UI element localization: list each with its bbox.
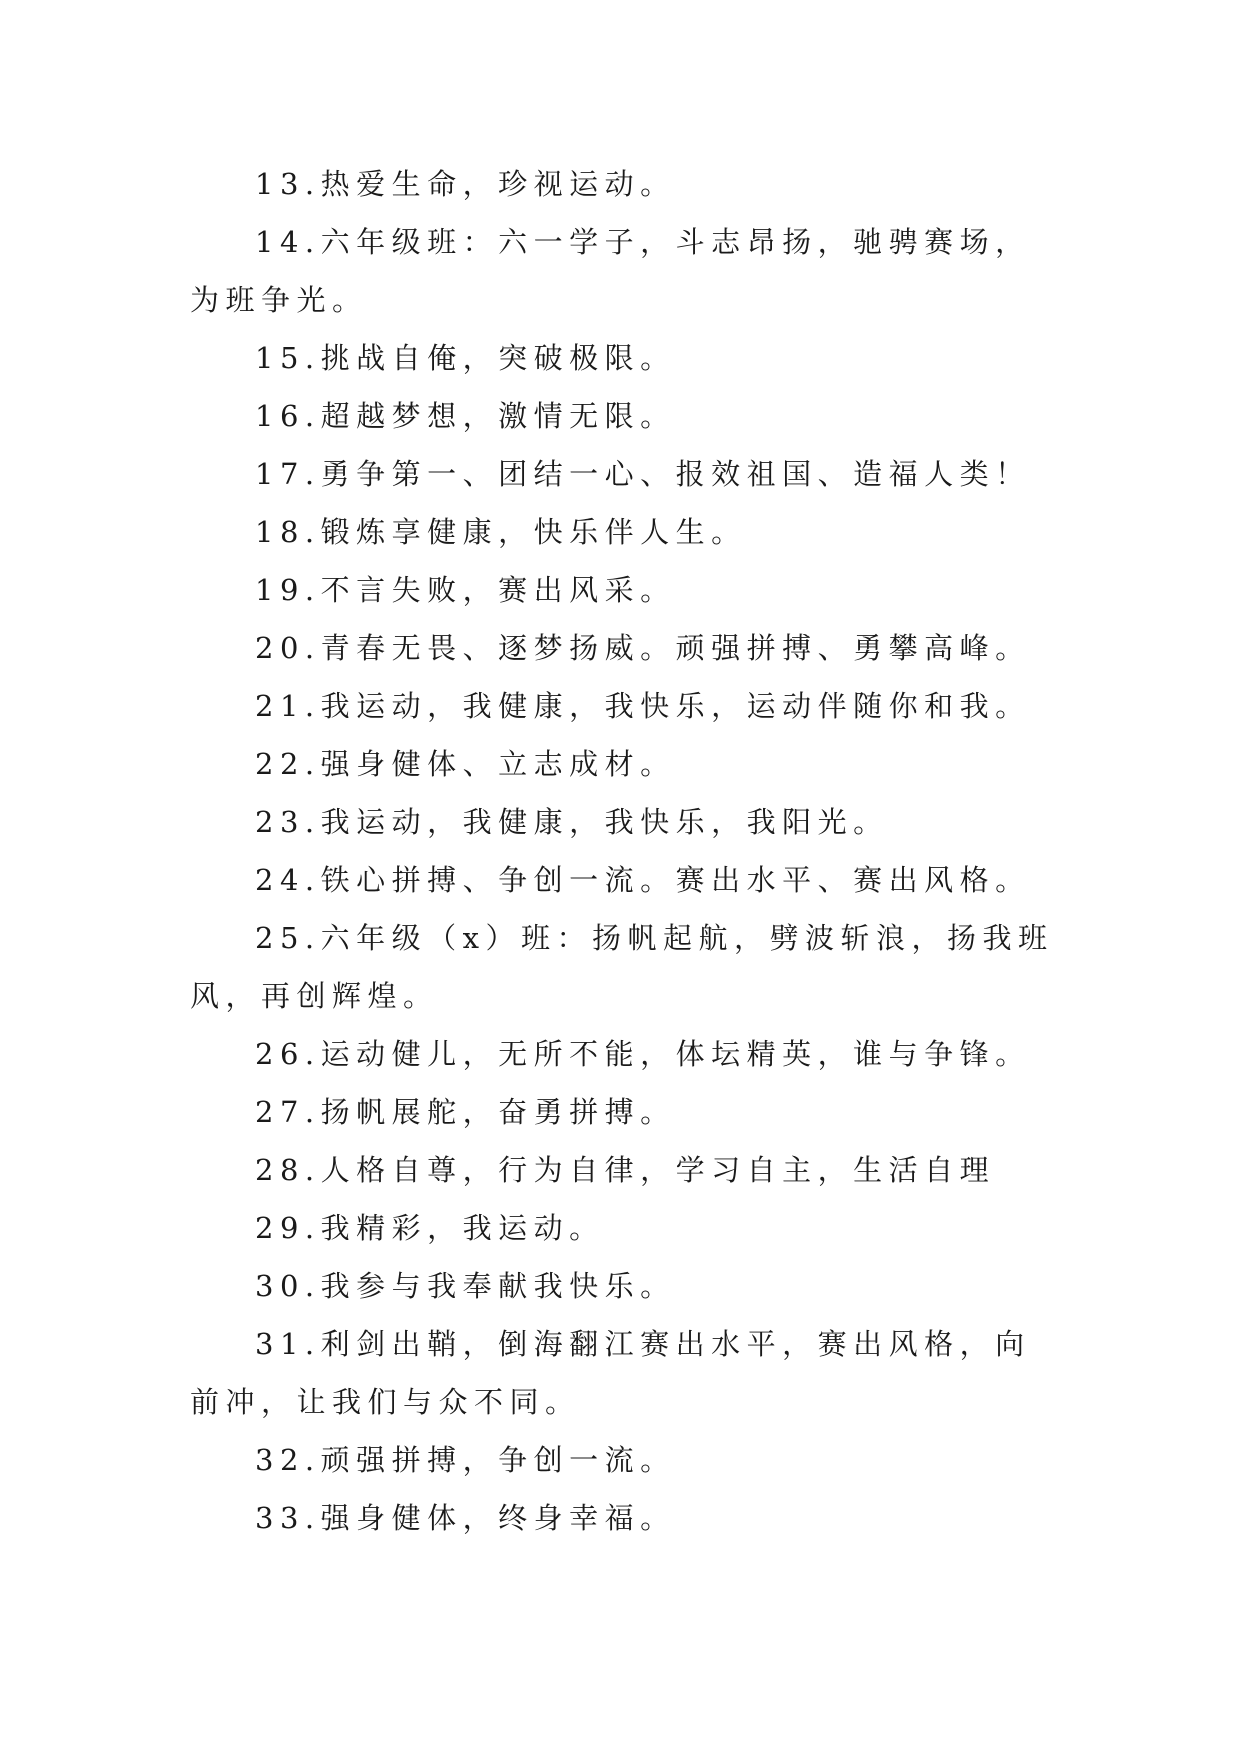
slogan-paragraph: 20.青春无畏、逐梦扬威。顽强拼搏、勇攀高峰。 xyxy=(255,631,1031,665)
slogan-paragraph: 22.强身健体、立志成材。 xyxy=(255,747,676,781)
slogan-paragraph: 27.扬帆展舵，奋勇拼搏。 xyxy=(255,1095,676,1129)
slogan-paragraph: 13.热爱生命，珍视运动。 xyxy=(255,167,676,201)
slogan-paragraph: 24.铁心拼搏、争创一流。赛出水平、赛出风格。 xyxy=(255,863,1031,897)
slogan-paragraph: 29.我精彩，我运动。 xyxy=(255,1211,605,1245)
slogan-paragraph: 15.挑战自俺，突破极限。 xyxy=(255,341,676,375)
document-body xyxy=(190,155,1060,1547)
slogan-paragraph: 31.利剑出鞘，倒海翻江赛出水平，赛出风格，向前冲，让我们与众不同。 xyxy=(190,1327,1031,1419)
slogan-paragraph: 26.运动健儿，无所不能，体坛精英，谁与争锋。 xyxy=(255,1037,1031,1071)
slogan-paragraph: 17.勇争第一、团结一心、报效祖国、造福人类！ xyxy=(255,457,1031,491)
slogan-paragraph: 14.六年级班：六一学子，斗志昂扬，驰骋赛场，为班争光。 xyxy=(190,225,1031,317)
slogan-paragraph: 19.不言失败，赛出风采。 xyxy=(255,573,676,607)
slogan-paragraph: 23.我运动，我健康，我快乐，我阳光。 xyxy=(255,805,889,839)
slogan-paragraph: 18.锻炼享健康，快乐伴人生。 xyxy=(255,515,747,549)
slogan-paragraph: 25.六年级（x）班：扬帆起航，劈波斩浪，扬我班风，再创辉煌。 xyxy=(190,921,1054,1013)
slogan-paragraph: 16.超越梦想，激情无限。 xyxy=(255,399,676,433)
slogan-paragraph: 33.强身健体，终身幸福。 xyxy=(255,1501,676,1535)
slogan-paragraph: 30.我参与我奉献我快乐。 xyxy=(255,1269,676,1303)
slogan-paragraph: 32.顽强拼搏，争创一流。 xyxy=(255,1443,676,1477)
slogan-paragraph: 21.我运动，我健康，我快乐，运动伴随你和我。 xyxy=(255,689,1031,723)
slogan-paragraph: 28.人格自尊，行为自律，学习自主，生活自理 xyxy=(255,1153,996,1187)
